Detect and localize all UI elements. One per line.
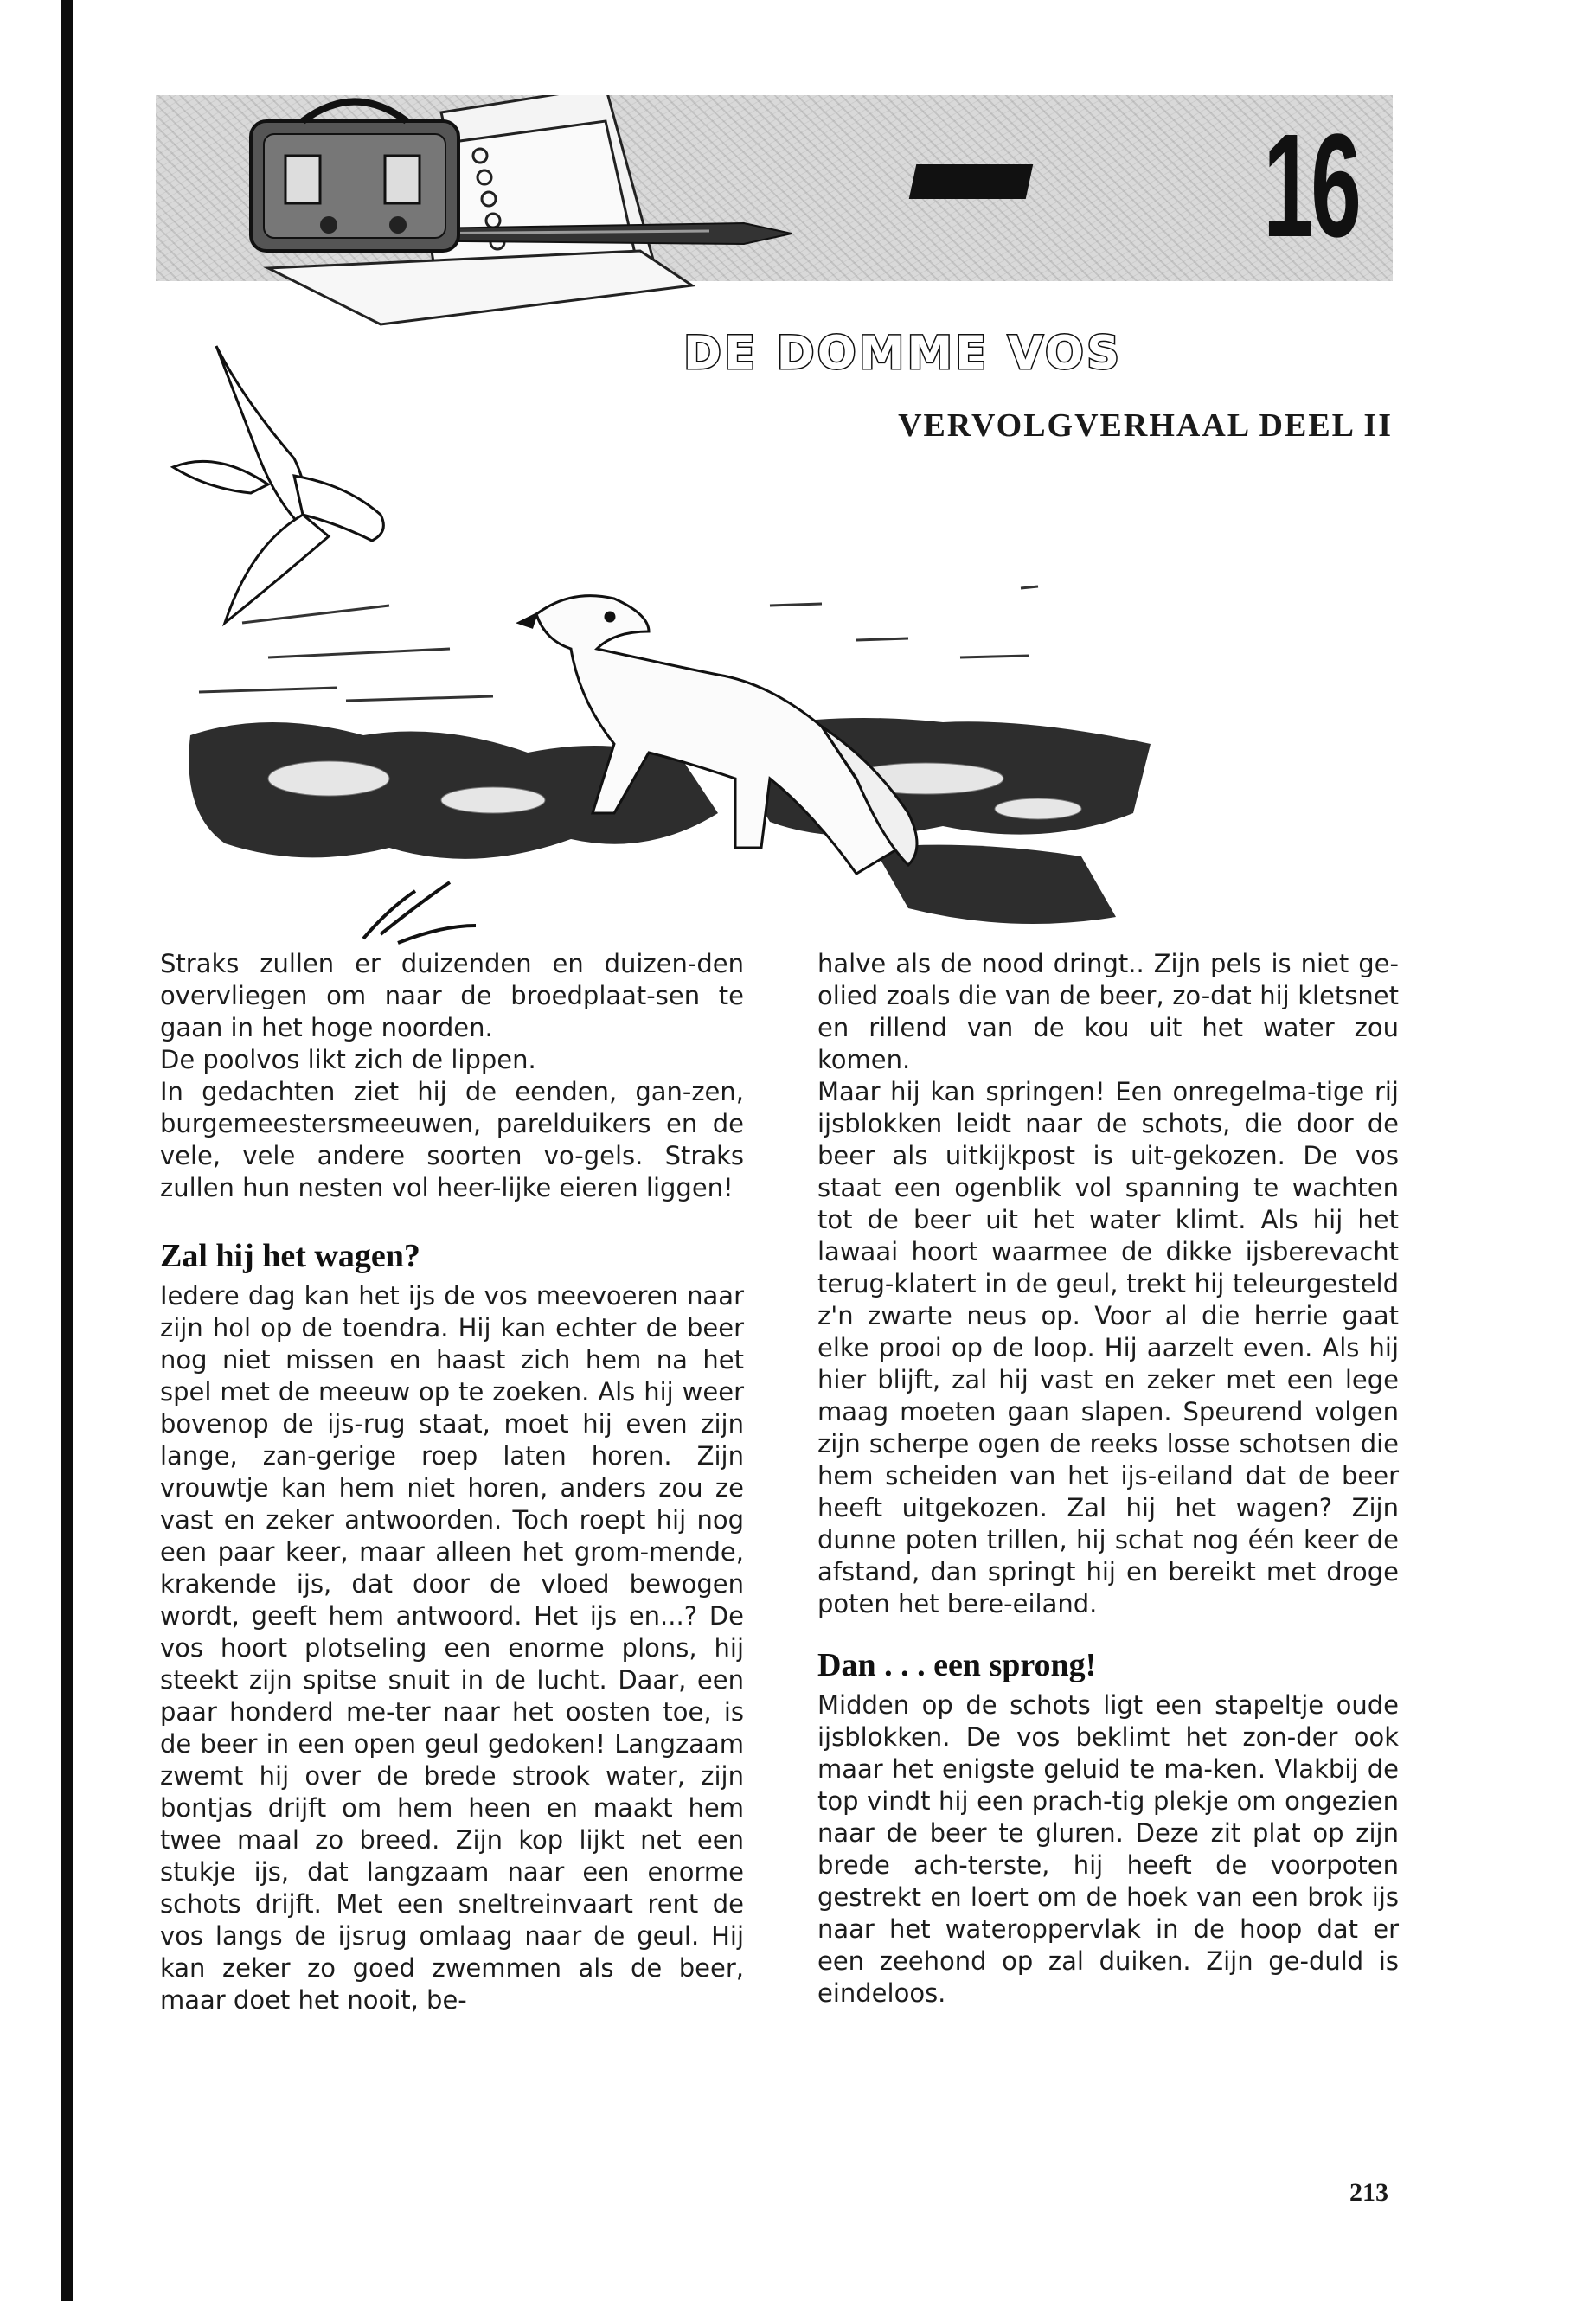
body-paragraph: Iedere dag kan het ijs de vos meevoeren naar zijn hol op de toendra. Hij kan echter de beer nog niet missen en haast zich hem na het spel met de meeuw op te zoeken. Als hij weer bovenop de ijs-rug staat, moet hij even zijn lange, zan-gerige roep laten horen. Zijn vrouwtje kan hem niet horen, anders zou ze vast en zeker antwoorden. Toch roept hij nog een paar keer, maar alleen het grom-mende, krakende ijs, dat door de vloed bewogen wordt, geeft hem antwoord. Het ijs en...? De vos hoort plotseling een enorme plons, hij steekt zijn spitse snuit in de lucht. Daar, een paar honderd me-ter naar het oosten toe, is de beer in een open geul gedoken! Langzaam zwemt hij over de brede strook water, zijn bontjas drijft om hem heen en maakt hem twee maal zo breed. Zijn kop lijkt net een stukje ijs, dat langzaam naar een enorme schots drijft. Met een sneltreinvaart rent de vos langs de ijsrug omlaag naar de geul. Hij kan zeker zo goed zwemmen als de beer, maar doet het nooit, be- — [160, 1281, 744, 2015]
article-subtitle: VERVOLGVERHAAL DEEL II — [898, 407, 1393, 444]
decorative-dash — [909, 164, 1034, 199]
section-heading: Dan . . . een sprong! — [817, 1647, 1097, 1683]
body-paragraph: In gedachten ziet hij de eenden, gan-zen, burgemeestersmeeuwen, parelduikers en de vele, vele andere soorten vo-gels. Straks zullen hun nesten vol heer-lijke eieren liggen! — [160, 1077, 744, 1202]
arctic-fox-and-gull-illustration — [164, 329, 1168, 952]
article-column-left — [160, 948, 744, 2016]
article-column-right — [817, 948, 1399, 2009]
body-paragraph: halve als de nood dringt.. Zijn pels is niet ge-olied zoals die van de beer, zo-dat hij kletsnet en rillend van de kou uit het water zou komen. — [817, 949, 1399, 1074]
body-paragraph: Maar hij kan springen! Een onregelma-tige rij ijsblokken leidt naar de schots, die door de beer als uitkijkpost is uit-gekozen. De vos staat een ogenblik vol spanning te wachten tot de beer uit het water klimt. Als hij het lawaai hoort waarmee de dikke ijsberevacht terug-klatert in de geul, trekt hij teleurgesteld z'n zwarte neus op. Voor al die herrie gaat elke prooi op de loop. Hij aarzelt even. Als hij hier blijft, zal hij vast en zeker met een lege maag moeten gaan slapen. Speurend volgen zijn scherpe ogen de reeks losse schotsen die hem scheiden van het ijs-eiland dat de beer heeft uitgekozen. Zal hij het wagen? Zijn dunne poten trillen, hij schat nog één keer de afstand, dan springt hij en bereikt met droge poten het bere-eiland. — [817, 1077, 1399, 1618]
body-paragraph: Straks zullen er duizenden en duizen-den overvliegen om naar de broedplaat-sen te gaan in het hoge noorden. — [160, 949, 744, 1042]
school-bag-and-notebook-illustration — [156, 95, 1393, 355]
body-paragraph: Midden op de schots ligt een stapeltje oude ijsblokken. De vos beklimt het zon-der ook maar het enigste geluid te ma-ken. Vlakbij de top vindt hij een prach-tig plekje om ongezien naar de beer te gluren. Deze zit plat op zijn brede ach-terste, hij heeft de voorpoten gestrekt en loert om de hoek van een brok ijs naar het wateroppervlak in de hoop dat er een zeehond op zal duiken. Zijn ge-duld is eindeloos. — [817, 1690, 1399, 2008]
chapter-header-band — [156, 95, 1393, 281]
body-paragraph: De poolvos likt zich de lippen. — [160, 1045, 536, 1074]
issue-number: 16 — [1263, 104, 1358, 268]
page-number: 213 — [1349, 2178, 1388, 2207]
article-title: DE DOMME VOS — [683, 327, 1123, 380]
section-heading: Zal hij het wagen? — [160, 1238, 420, 1274]
page-binding-bar — [61, 0, 73, 2301]
